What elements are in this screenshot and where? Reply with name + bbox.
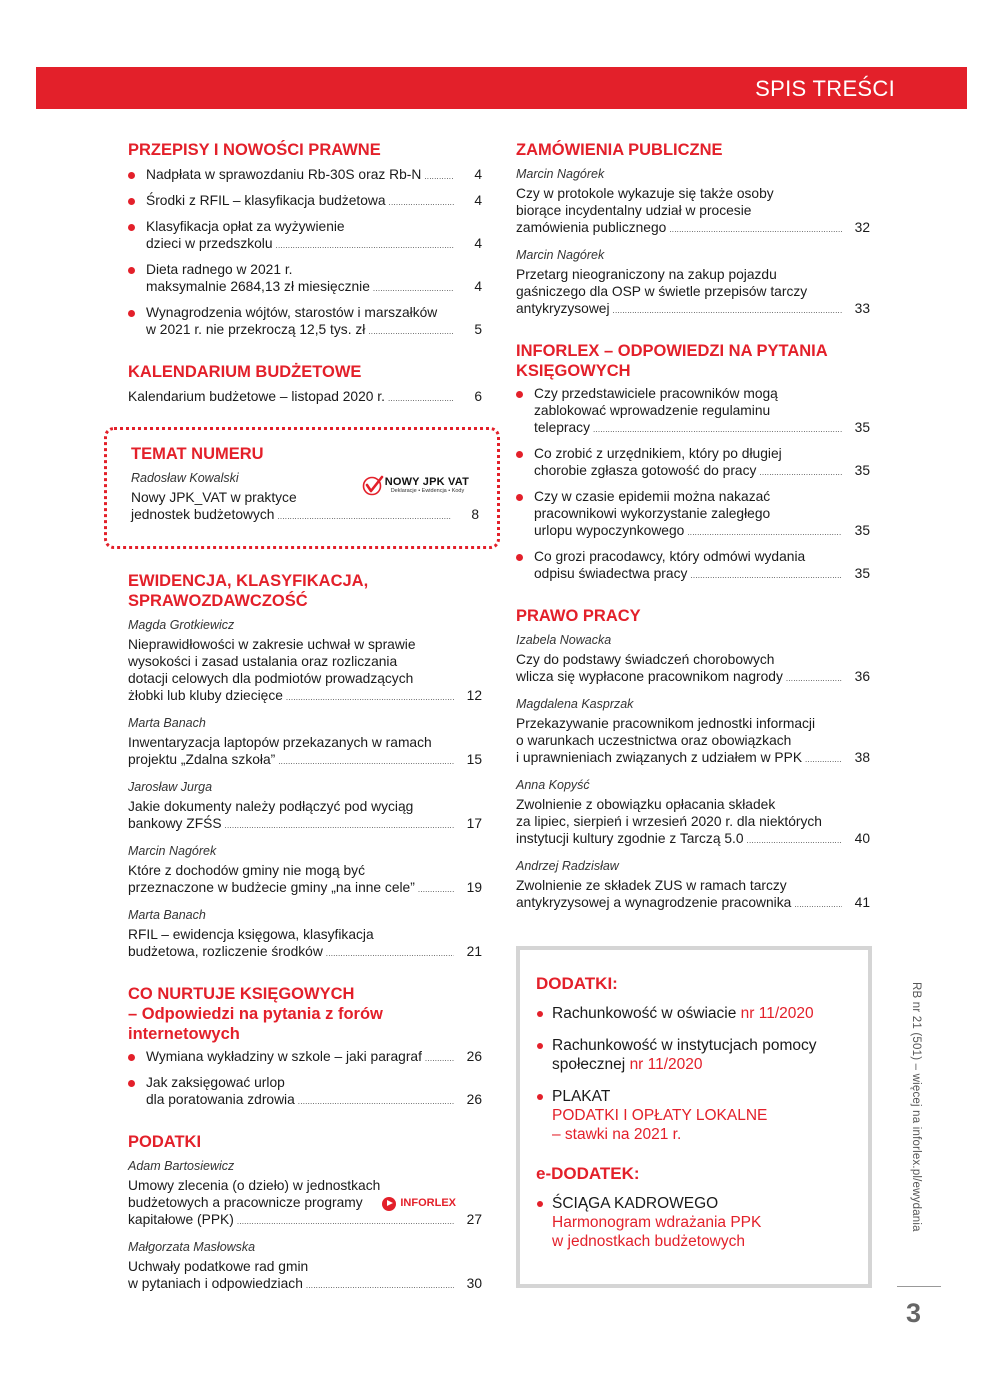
author: Magda Grotkiewicz <box>128 618 235 632</box>
section-title-line: KSIĘGOWYCH <box>516 362 631 380</box>
divider <box>897 1286 941 1287</box>
section-ewidencja <box>128 571 482 962</box>
page-ref: 30 <box>466 1276 482 1291</box>
entry-last-line: bankowy ZFŚS <box>128 816 222 831</box>
toc-entry[interactable] <box>516 445 870 481</box>
section-title-line: internetowych <box>128 1025 240 1043</box>
leader-dots <box>237 1211 454 1230</box>
toc-entry[interactable] <box>516 715 870 768</box>
entry-line: Dieta radnego w 2021 r. <box>146 262 293 277</box>
page-ref: 5 <box>474 322 482 337</box>
supplement-issue: nr 11/2020 <box>740 1005 814 1022</box>
entry-last-line: chorobie zgłasza gotowość do pracy <box>534 463 757 478</box>
toc-entry[interactable] <box>128 1074 482 1110</box>
leader-dots <box>786 668 842 687</box>
leader-dots <box>368 321 454 340</box>
section-title-line: INFORLEX – ODPOWIEDZI NA PYTANIA <box>516 342 828 360</box>
entry-line: Uchwały podatkowe rad gmin <box>128 1259 309 1274</box>
author: Radosław Kowalski <box>131 471 239 485</box>
page-ref: 19 <box>466 880 482 895</box>
page-ref: 15 <box>466 752 482 767</box>
author: Marcin Nagórek <box>516 167 605 181</box>
page-ref: 4 <box>474 193 482 208</box>
toc-entry[interactable] <box>516 796 870 849</box>
entry-line: Czy w czasie epidemii można nakazać <box>534 489 771 504</box>
supplement-subtitle: – stawki na 2021 r. <box>552 1126 682 1143</box>
supplement-name: społecznej <box>552 1056 626 1073</box>
toc-entry[interactable] <box>516 548 870 584</box>
entry-list <box>516 385 870 584</box>
section-przepisy <box>128 140 482 340</box>
entry-line: Czy do podstawy świadczeń chorobowych <box>516 652 775 667</box>
toc-entry[interactable] <box>516 877 870 913</box>
entry-line: zablokować wprowadzenie regulaminu <box>534 403 771 418</box>
leader-dots <box>613 300 842 319</box>
entry-list <box>516 166 870 319</box>
author: Andrzej Radzisław <box>516 859 619 873</box>
section-title <box>128 984 482 1044</box>
sidebar-issue-info <box>906 982 924 1272</box>
leader-dots <box>389 192 454 211</box>
entry-line: Nieprawidłowości w zakresie uchwał w sprawie <box>128 637 416 652</box>
toc-entry[interactable] <box>516 185 870 238</box>
entry-line: Przetarg nieograniczony na zakup pojazdu <box>516 267 777 282</box>
page-ref: 41 <box>854 895 870 910</box>
supplement-item[interactable] <box>536 1004 852 1023</box>
leader-dots <box>805 749 842 768</box>
jpk-vat-badge <box>362 474 469 496</box>
entry-last-line: antykryzysowej <box>516 301 610 316</box>
entry-last-line: żłobki lub kluby dziecięce <box>128 688 283 703</box>
badge-label: INFORLEX <box>400 1197 456 1209</box>
left-column <box>128 140 482 1316</box>
author: Anna Kopyść <box>516 778 590 792</box>
entry-last-line: odpisu świadectwa pracy <box>534 566 688 581</box>
supplement-item[interactable] <box>536 1194 852 1251</box>
entry-last-line: budżetowa, rozliczenie środków <box>128 944 323 959</box>
page-ref: 21 <box>466 944 482 959</box>
author: Jarosław Jurga <box>128 780 213 794</box>
entry-last-line: dzieci w przedszkolu <box>146 236 273 251</box>
toc-entry[interactable] <box>128 261 482 297</box>
badge-title: NOWY JPK VAT <box>384 475 469 488</box>
entry-list <box>516 632 870 913</box>
page-ref: 17 <box>466 816 482 831</box>
toc-entry[interactable] <box>128 388 482 407</box>
entry-list <box>128 1158 482 1294</box>
entry-line: Czy w protokole wykazuje się także osoby <box>516 186 774 201</box>
section-title: PRAWO PRACY <box>516 607 641 625</box>
page-ref: 35 <box>854 463 870 478</box>
entry-line: budżetowych a pracownicze programy <box>128 1195 363 1210</box>
entry-last-line: jednostek budżetowych <box>131 507 275 522</box>
section-title: TEMAT NUMERU <box>131 445 264 463</box>
entry-line: Nowy JPK_VAT w praktyce <box>131 490 297 505</box>
page-ref: 35 <box>854 566 870 581</box>
leader-dots <box>276 235 454 254</box>
entry-list <box>128 617 482 962</box>
entry-line: Zwolnienie z obowiązku opłacania składek <box>516 797 776 812</box>
leader-dots <box>425 1048 454 1067</box>
right-column <box>516 140 870 935</box>
section-title <box>128 571 482 611</box>
entry-line: Które z dochodów gminy nie mogą być <box>128 863 365 878</box>
toc-entry[interactable] <box>128 218 482 254</box>
entry-last-line: projektu „Zdalna szkoła” <box>128 752 276 767</box>
page-ref: 27 <box>466 1212 482 1227</box>
section-kalendarium <box>128 362 482 407</box>
leader-dots <box>593 419 842 438</box>
leader-dots <box>687 522 842 541</box>
edodatek-title: e-DODATEK: <box>536 1164 640 1183</box>
author: Adam Bartosiewicz <box>128 1159 235 1173</box>
header-bar <box>36 67 967 109</box>
toc-entry[interactable] <box>516 385 870 438</box>
leader-dots <box>286 687 454 706</box>
entry-line: Inwentaryzacja laptopów przekazanych w ramach <box>128 735 432 750</box>
entry-list <box>128 1048 482 1110</box>
section-title: KALENDARIUM BUDŻETOWE <box>128 363 362 381</box>
entry-line: gaśniczego dla OSP w świetle przepisów tarczy <box>516 284 808 299</box>
author: Izabela Nowacka <box>516 633 612 647</box>
entry-last-line: instytucji kultury zgodnie z Tarczą 5.0 <box>516 831 744 846</box>
entry-last-line: wlicza się wypłacone pracownikom nagrody <box>516 669 783 684</box>
leader-dots <box>225 815 454 834</box>
entry-last-line: w 2021 r. nie przekroczą 12,5 tys. zł <box>146 322 366 337</box>
entry-line: pracownikowi wykorzystanie zaległego <box>534 506 771 521</box>
author: Magdalena Kasprzak <box>516 697 634 711</box>
entry-line: biorące incydentalny udział w procesie <box>516 203 752 218</box>
entry-last-line: kapitałowe (PPK) <box>128 1212 234 1227</box>
entry-line: Co grozi pracodawcy, który odmówi wydania <box>534 549 806 564</box>
author: Marta Banach <box>128 908 206 922</box>
toc-entry[interactable] <box>128 166 482 185</box>
leader-dots <box>690 565 842 584</box>
page-ref: 6 <box>474 389 482 404</box>
page-ref: 32 <box>854 220 870 235</box>
page-ref: 35 <box>854 523 870 538</box>
leader-dots <box>388 388 454 407</box>
supplements-title: DODATKI: <box>536 974 618 993</box>
page-ref: 8 <box>471 507 479 522</box>
page-ref: 40 <box>854 831 870 846</box>
leader-dots <box>424 166 454 185</box>
supplements-box <box>516 946 872 1288</box>
supplement-item[interactable] <box>536 1036 852 1074</box>
entry-line: Przekazywanie pracownikom jednostki informacji <box>516 716 816 731</box>
entry-last-line: urlopu wypoczynkowego <box>534 523 685 538</box>
entry-last-line: i uprawnieniach związanych z udziałem w PPK <box>516 750 803 765</box>
entry-line: Jakie dokumenty należy podłączyć pod wyciąg <box>128 799 414 814</box>
leader-dots <box>669 219 842 238</box>
entry-last-line: telepracy <box>534 420 590 435</box>
toc-entry[interactable] <box>516 488 870 541</box>
entry-line: Jak zaksięgować urlop <box>146 1075 285 1090</box>
entry-last-line: maksymalnie 2684,13 zł miesięcznie <box>146 279 370 294</box>
page-ref: 36 <box>854 669 870 684</box>
play-icon <box>382 1197 396 1211</box>
leader-dots <box>373 278 454 297</box>
page-ref: 4 <box>474 167 482 182</box>
entry-last-line: Nadpłata w sprawozdaniu Rb-30S oraz Rb-N <box>146 167 422 182</box>
entry-line: Klasyfikacja opłat za wyżywienie <box>146 219 345 234</box>
supplement-name: ŚCIĄGA KADROWEGO <box>552 1195 719 1212</box>
toc-entry[interactable] <box>128 1177 482 1230</box>
entry-last-line: zamówienia publicznego <box>516 220 667 235</box>
entry-last-line: w pytaniach i odpowiedziach <box>128 1276 303 1291</box>
section-inforlex <box>516 341 870 584</box>
leader-dots <box>759 462 842 481</box>
featured-topic-box <box>104 427 500 549</box>
entry-last-line: antykryzysowej a wynagrodzenie pracownika <box>516 895 792 910</box>
section-title: ZAMÓWIENIA PUBLICZNE <box>516 141 723 159</box>
entry-line: o warunkach uczestnictwa oraz obowiązkach <box>516 733 792 748</box>
entry-list <box>128 166 482 340</box>
entry-line: Czy przedstawiciele pracowników mogą <box>534 386 778 401</box>
supplement-item[interactable] <box>536 1087 852 1144</box>
toc-entry[interactable] <box>516 266 870 319</box>
leader-dots <box>794 894 842 913</box>
entry-line: Wynagrodzenia wójtów, starostów i marszałków <box>146 305 438 320</box>
entry-last-line: przeznaczone w budżecie gminy „na inne cele” <box>128 880 415 895</box>
inforlex-badge <box>382 1195 456 1212</box>
section-title-line: EWIDENCJA, KLASYFIKACJA, <box>128 572 369 590</box>
author: Marta Banach <box>128 716 206 730</box>
entry-last-line: dla poratowania zdrowia <box>146 1092 295 1107</box>
leader-dots <box>306 1275 454 1294</box>
leader-dots <box>277 506 451 525</box>
section-zamowienia <box>516 140 870 319</box>
page-number: 3 <box>906 1298 922 1328</box>
supplement-subtitle: Harmonogram wdrażania PPK <box>552 1214 762 1231</box>
leader-dots <box>298 1091 454 1110</box>
page-ref: 26 <box>466 1092 482 1107</box>
page-ref: 4 <box>474 279 482 294</box>
toc-entry[interactable] <box>516 651 870 687</box>
page-ref: 26 <box>466 1049 482 1064</box>
toc-entry[interactable] <box>128 926 482 962</box>
supplement-name: PLAKAT <box>552 1088 611 1105</box>
entry-line: dotacji celowych dla podmiotów prowadzących <box>128 671 414 686</box>
toc-entry[interactable] <box>128 192 482 211</box>
toc-entry[interactable] <box>128 798 482 834</box>
toc-entry[interactable] <box>128 636 482 706</box>
entry-line: za lipiec, sierpień i wrzesień 2020 r. dla niektórych <box>516 814 822 829</box>
supplement-subtitle: PODATKI I OPŁATY LOKALNE <box>552 1107 768 1124</box>
section-title-line: – Odpowiedzi na pytania z forów <box>128 1005 383 1023</box>
toc-entry[interactable] <box>128 862 482 898</box>
section-title-line: SPRAWOZDAWCZOŚĆ <box>128 592 308 610</box>
page-title: SPIS TREŚCI <box>755 76 895 101</box>
leader-dots <box>418 879 454 898</box>
supplement-issue: nr 11/2020 <box>629 1056 703 1073</box>
supplement-name: Rachunkowość w oświacie <box>552 1005 737 1022</box>
entry-last-line: Wymiana wykładziny w szkole – jaki paragraf <box>146 1049 422 1064</box>
leader-dots <box>326 943 454 962</box>
leader-dots <box>278 751 454 770</box>
entry-last-line: Kalendarium budżetowe – listopad 2020 r. <box>128 389 385 404</box>
entry-line: Umowy zlecenia (o dzieło) w jednostkach <box>128 1178 381 1193</box>
section-title-line: CO NURTUJE KSIĘGOWYCH <box>128 985 355 1003</box>
page-ref: 33 <box>854 301 870 316</box>
entry-line: Co zrobić z urzędnikiem, który po długiej <box>534 446 782 461</box>
toc-entry[interactable] <box>128 1258 482 1294</box>
supplement-subtitle: w jednostkach budżetowych <box>552 1233 746 1250</box>
author: Małgorzata Masłowska <box>128 1240 256 1254</box>
sidebar-text: RB nr 21 (501) – więcej na inforlex.pl/ewydania <box>910 982 922 1232</box>
checkmark-icon <box>362 474 384 496</box>
page-ref: 35 <box>854 420 870 435</box>
entry-list <box>128 388 482 407</box>
entry-line: wysokości i zasad ustalania oraz rozliczania <box>128 654 398 669</box>
section-title: PRZEPISY I NOWOŚCI PRAWNE <box>128 141 381 159</box>
supplement-name: Rachunkowość w instytucjach pomocy <box>552 1037 817 1054</box>
toc-entry[interactable] <box>128 734 482 770</box>
page-ref: 4 <box>474 236 482 251</box>
entry-line: RFIL – ewidencja księgowa, klasyfikacja <box>128 927 374 942</box>
leader-dots <box>747 830 842 849</box>
section-title <box>516 341 870 381</box>
section-nurtuje <box>128 984 482 1110</box>
toc-entry[interactable] <box>128 304 482 340</box>
entry-line: Zwolnienie ze składek ZUS w ramach tarczy <box>516 878 787 893</box>
badge-subtitle: Deklaracje • Ewidencja • Kody <box>390 487 465 494</box>
section-podatki <box>128 1132 482 1294</box>
toc-entry[interactable] <box>128 1048 482 1067</box>
section-prawo-pracy <box>516 606 870 913</box>
page-ref: 12 <box>466 688 482 703</box>
page-ref: 38 <box>854 750 870 765</box>
author: Marcin Nagórek <box>128 844 217 858</box>
entry-last-line: Środki z RFIL – klasyfikacja budżetowa <box>146 193 386 208</box>
author: Marcin Nagórek <box>516 248 605 262</box>
section-title: PODATKI <box>128 1133 202 1151</box>
